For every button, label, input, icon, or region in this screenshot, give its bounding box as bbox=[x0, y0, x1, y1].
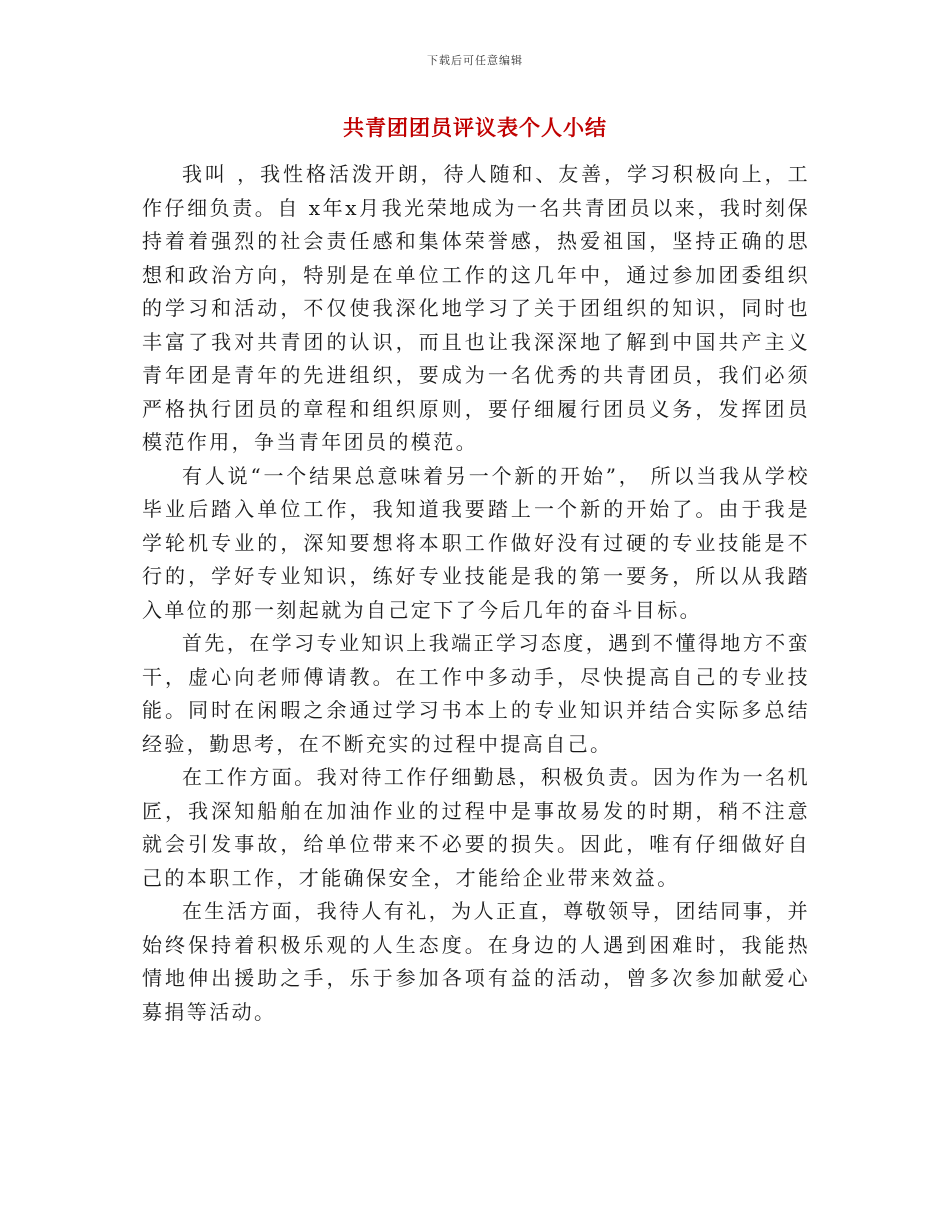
document-body bbox=[142, 158, 810, 1029]
document-title: 共青团团员评议表个人小结 bbox=[343, 115, 607, 140]
paragraph-work: 在工作方面。我对待工作仔细勤恳，积极负责。因为作为一名机匠，我深知船舶在加油作业的过程中是事故易发的时期，稍不注意就会引发事故，给单位带来不必要的损失。因此，唯有仔细做好自己的本职工作，才能确保安全，才能给企业带来效益。 bbox=[142, 765, 810, 890]
paragraph-life: 在生活方面，我待人有礼，为人正直，尊敬领导，团结同事，并始终保持着积极乐观的人生态度。在身边的人遇到困难时，我能热情地伸出援助之手，乐于参加各项有益的活动，曾多次参加献爱心募捐等活动。 bbox=[142, 899, 810, 1024]
paragraph-introduction: 我叫 ，我性格活泼开朗，待人随和、友善，学习积极向上，工作仔细负责。自 x年x月我光荣地成为一名共青团员以来，我时刻保持着着强烈的社会责任感和集体荣誉感，热爱祖国，坚持正确的思想和政治方向，特别是在单位工作的这几年中，通过参加团委组织的学习和活动，不仅使我深化地学习了关于团组织的知识，同时也丰富了我对共青团的认识，而且也让我深深地了解到中国共产主义青年团是青年的先进组织，要成为一名优秀的共青团员，我们必须严格执行团员的章程和组织原则，要仔细履行团员义务，发挥团员模范作用，争当青年团员的模范。 bbox=[142, 162, 810, 454]
paragraph-new-beginning: 有人说“一个结果总意味着另一个新的开始”， 所以当我从学校毕业后踏入单位工作，我知道我要踏上一个新的开始了。由于我是学轮机专业的，深知要想将本职工作做好没有过硬的专业技能是不行的，学好专业知识，练好专业技能是我的第一要务，所以从我踏入单位的那一刻起就为自己定下了今后几年的奋斗目标。 bbox=[142, 463, 810, 622]
paragraph-study: 首先，在学习专业知识上我端正学习态度，遇到不懂得地方不蛮干，虚心向老师傅请教。在工作中多动手，尽快提高自己的专业技能。同时在闲暇之余通过学习书本上的专业知识并结合实际多总结经验，勤思考，在不断充实的过程中提高自己。 bbox=[142, 631, 810, 756]
download-note: 下载后可任意编辑 bbox=[427, 54, 523, 67]
